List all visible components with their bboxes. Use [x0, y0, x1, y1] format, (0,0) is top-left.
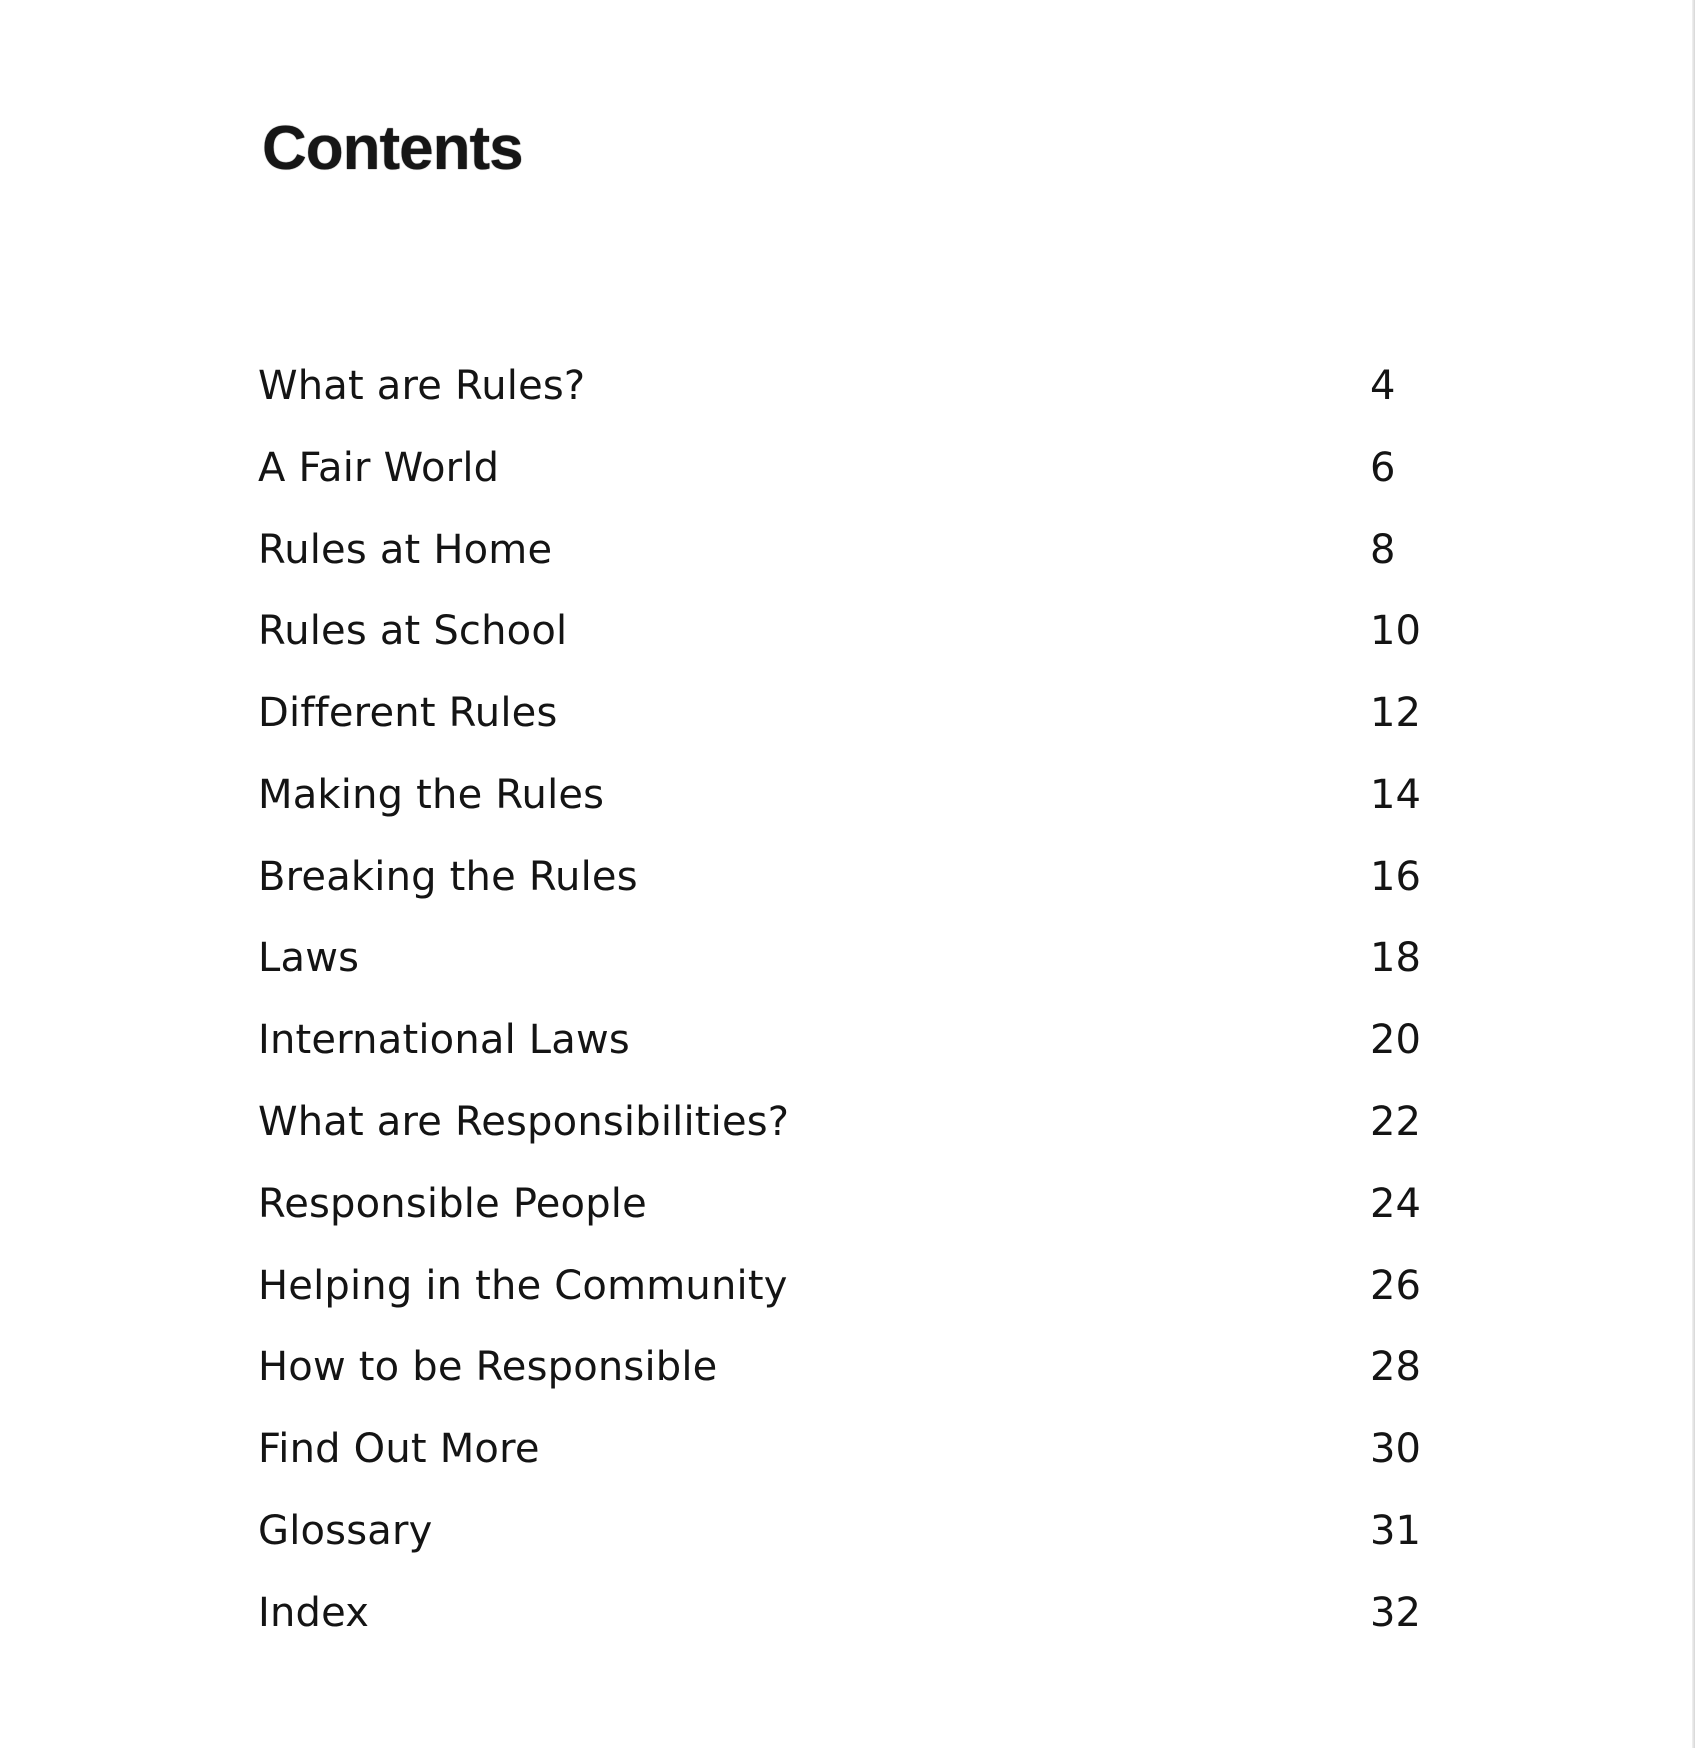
toc-entry-title: A Fair World: [258, 445, 500, 491]
toc-entry[interactable]: [258, 847, 1421, 907]
toc-entry[interactable]: [258, 1010, 1421, 1070]
toc-entry-title: How to be Responsible: [258, 1344, 718, 1390]
toc-entry-title: Making the Rules: [258, 772, 605, 818]
toc-entry-title: Breaking the Rules: [258, 854, 638, 900]
toc-entry[interactable]: [258, 1092, 1421, 1152]
toc-entry-title: Rules at School: [258, 608, 568, 654]
toc-entry-page: 30: [1370, 1426, 1421, 1472]
toc-entry-title: Rules at Home: [258, 527, 553, 573]
toc-entry-title: Responsible People: [258, 1181, 647, 1227]
page-title: Contents: [262, 114, 523, 183]
toc-entry[interactable]: [258, 356, 1418, 416]
toc-entry[interactable]: [258, 1337, 1421, 1397]
toc-entry-page: 16: [1370, 854, 1421, 900]
toc-entry-page: 6: [1370, 445, 1396, 491]
toc-entry-title: Laws: [258, 935, 360, 981]
toc-entry[interactable]: [258, 1419, 1421, 1479]
toc-entry-page: 22: [1370, 1099, 1421, 1145]
toc-entry[interactable]: [258, 1583, 1421, 1643]
toc-entry-title: What are Rules?: [258, 363, 586, 409]
toc-entry[interactable]: [258, 438, 1418, 498]
toc-entry-title: What are Responsibilities?: [258, 1099, 790, 1145]
toc-entry[interactable]: [258, 765, 1421, 825]
toc-entry-page: 26: [1370, 1263, 1421, 1309]
toc-entry-page: 24: [1370, 1181, 1421, 1227]
toc-entry-title: Index: [258, 1590, 370, 1636]
toc-entry-page: 28: [1370, 1344, 1421, 1390]
toc-entry[interactable]: [258, 601, 1421, 661]
toc-entry[interactable]: [258, 1256, 1421, 1316]
toc-entry[interactable]: [258, 1501, 1421, 1561]
toc-entry[interactable]: [258, 683, 1421, 743]
toc-entry-page: 12: [1370, 690, 1421, 736]
toc-entry-title: Different Rules: [258, 690, 558, 736]
toc-entry-title: Glossary: [258, 1508, 433, 1554]
toc-entry-page: 32: [1370, 1590, 1421, 1636]
toc-entry-page: 18: [1370, 935, 1421, 981]
toc-entry-title: International Laws: [258, 1017, 630, 1063]
toc-entry-page: 4: [1370, 363, 1396, 409]
toc-entry[interactable]: [258, 520, 1418, 580]
toc-entry-page: 10: [1370, 608, 1421, 654]
toc-entry-page: 31: [1370, 1508, 1421, 1554]
toc-entry-page: 8: [1370, 527, 1396, 573]
toc-entry-title: Find Out More: [258, 1426, 540, 1472]
toc-entry-page: 20: [1370, 1017, 1421, 1063]
toc-entry[interactable]: [258, 928, 1421, 988]
toc-entry-title: Helping in the Community: [258, 1263, 788, 1309]
toc-entry-page: 14: [1370, 772, 1421, 818]
toc-entry[interactable]: [258, 1174, 1421, 1234]
